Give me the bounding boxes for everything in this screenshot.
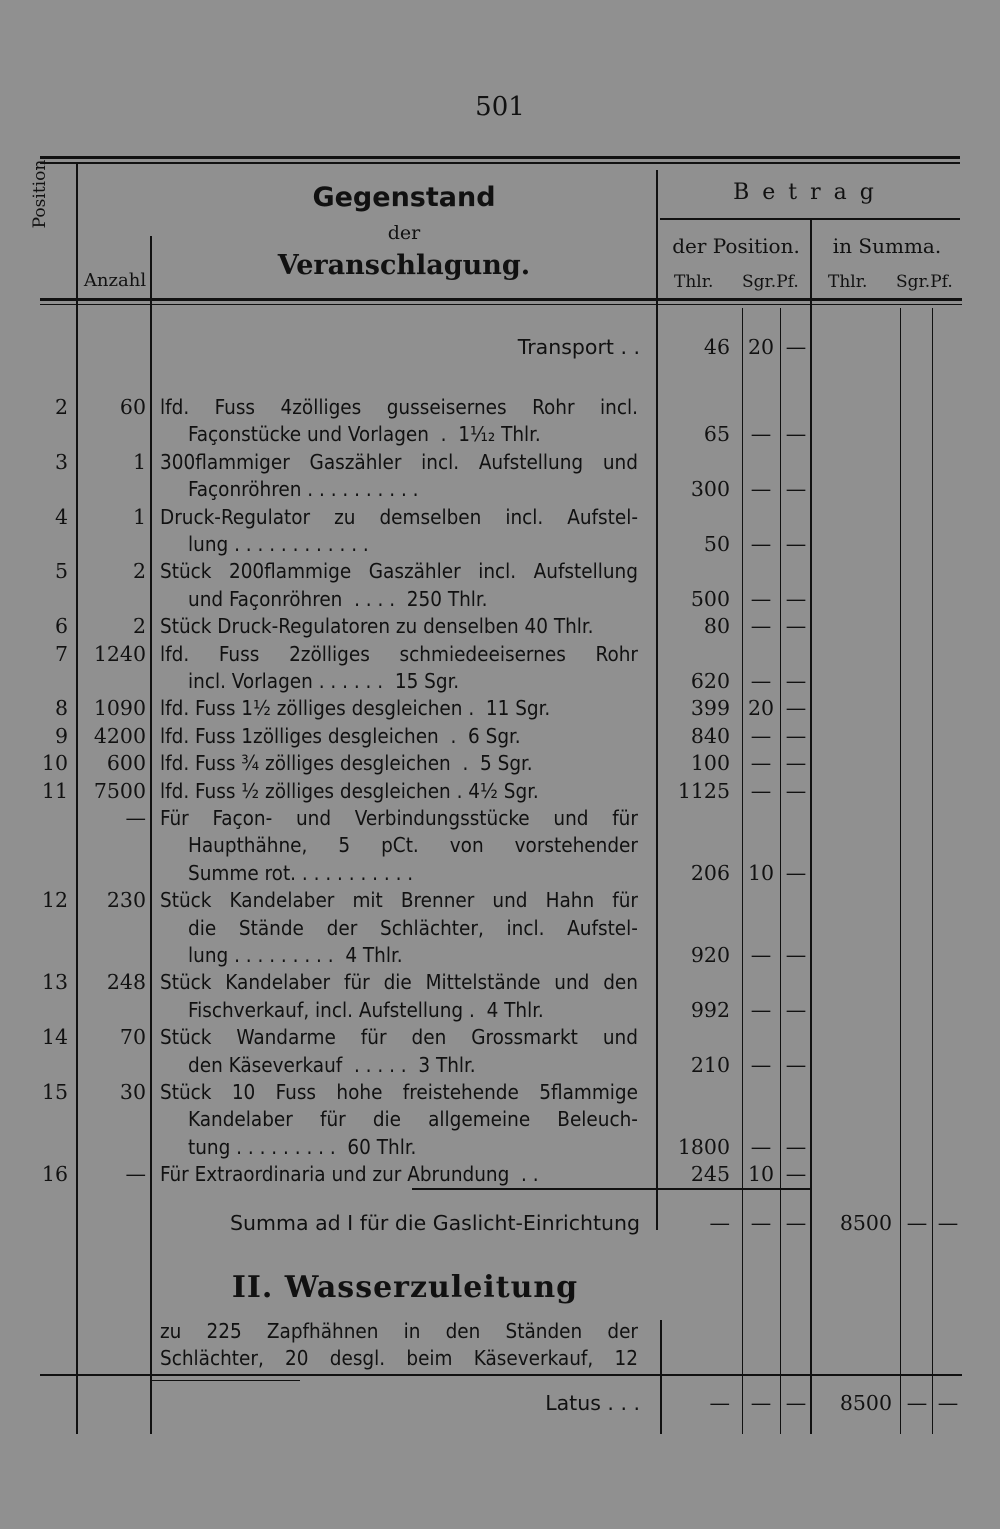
- section-line-text: [160, 1318, 638, 1345]
- word: Verbindungsstücke: [354, 806, 530, 830]
- word: von: [449, 833, 484, 858]
- section-title: II. Wasserzuleitung: [231, 1270, 579, 1305]
- word: 300flammiger: [160, 449, 290, 474]
- position-number: 14: [41, 1025, 68, 1050]
- word: zu: [334, 504, 356, 529]
- amount-thlr: 65: [703, 422, 730, 447]
- item-description: [160, 969, 638, 996]
- position-number: 5: [54, 559, 68, 584]
- page-number: 501: [475, 92, 525, 122]
- word: Aufstel-: [567, 915, 638, 940]
- quantity: 1: [132, 449, 146, 474]
- word: den: [411, 1025, 447, 1050]
- word: beim: [406, 1346, 453, 1370]
- word: allgemeine: [428, 1107, 531, 1132]
- line-row: [0, 1079, 1000, 1106]
- word: und: [602, 1025, 638, 1050]
- amount-sgr: 10: [747, 860, 775, 885]
- word: für: [360, 1025, 387, 1050]
- amount-pf: —: [785, 614, 807, 639]
- amount-pf: —: [785, 669, 807, 693]
- word: Gaszähler: [309, 449, 402, 474]
- amount-sgr: —: [750, 723, 772, 748]
- amount-sgr: —: [750, 477, 772, 502]
- word: Stück: [160, 888, 212, 913]
- line-row: [0, 1024, 1000, 1051]
- latus-rule-short: [150, 1380, 300, 1381]
- amount-pf: —: [785, 997, 807, 1022]
- header-bottom-rule: [40, 298, 962, 301]
- word: incl.: [600, 395, 638, 419]
- quantity: 230: [106, 888, 146, 913]
- amount-pf: —: [785, 477, 807, 502]
- word: Kandelaber: [225, 970, 331, 995]
- amount-pf: —: [785, 422, 807, 447]
- position-number: 13: [41, 970, 68, 995]
- line-row: [0, 969, 1000, 996]
- word: mit: [352, 888, 383, 913]
- line-row: [0, 860, 1000, 887]
- word: und: [602, 449, 638, 474]
- position-number: 8: [54, 696, 68, 721]
- word: Stück: [160, 559, 212, 584]
- header-sgrpf-summa: Sgr.Pf.: [896, 272, 953, 292]
- transport-thlr: 46: [703, 335, 730, 359]
- summa-thlr: —: [709, 1211, 730, 1235]
- word: den: [603, 970, 638, 995]
- line-row: [0, 531, 1000, 558]
- word: 20: [285, 1346, 309, 1370]
- item-description: [160, 394, 638, 421]
- amount-sgr: —: [750, 422, 772, 447]
- item-description: lfd. Fuss ½ zölliges desgleichen . 4½ Sgr.: [160, 778, 539, 803]
- position-number: 3: [54, 449, 68, 474]
- header-gegenstand: Gegenstand: [312, 182, 496, 213]
- word: für: [343, 970, 370, 995]
- word: Rohr: [595, 641, 638, 666]
- summa-sgr: —: [750, 1211, 772, 1235]
- word: und: [554, 970, 590, 995]
- word: incl.: [506, 915, 545, 940]
- line-row: [0, 586, 1000, 613]
- line-row: [0, 613, 1000, 640]
- word: Gaszähler: [368, 559, 461, 584]
- word: und: [553, 806, 589, 830]
- header-der-position: der Position.: [672, 234, 800, 258]
- item-description: [160, 641, 638, 668]
- word: demselben: [379, 504, 482, 529]
- item-description: Façonstücke und Vorlagen . 1¹⁄₁₂ Thlr.: [188, 422, 541, 447]
- word: Mittelstände: [425, 970, 541, 995]
- word: Brenner: [400, 888, 475, 913]
- word: die: [188, 915, 217, 940]
- header-position: Position: [30, 159, 50, 229]
- item-description: Façonröhren . . . . . . . . . .: [188, 477, 419, 502]
- word: Fuss: [275, 1080, 317, 1104]
- quantity: 70: [119, 1025, 146, 1050]
- word: und: [295, 806, 332, 830]
- position-number: 10: [41, 751, 68, 776]
- word: Ständen: [505, 1319, 583, 1343]
- line-row: [0, 1134, 1000, 1161]
- section-line: [0, 1318, 1000, 1345]
- item-description: incl. Vorlagen . . . . . . 15 Sgr.: [188, 669, 460, 693]
- line-row: [0, 915, 1000, 942]
- section-line-text: [160, 1345, 638, 1372]
- transport-sgr: 20: [747, 335, 775, 359]
- amount-thlr: 399: [690, 696, 730, 721]
- word: schmiedeeisernes: [399, 641, 566, 666]
- word: 4zölliges: [280, 395, 362, 419]
- amount-sgr: —: [750, 532, 772, 556]
- word: zu: [160, 1319, 182, 1343]
- item-description: Fischverkauf, incl. Aufstellung . 4 Thlr.: [188, 997, 544, 1022]
- amount-thlr: 1125: [677, 778, 730, 803]
- line-row: [0, 723, 1000, 750]
- item-description: [160, 1079, 638, 1106]
- word: pCt.: [381, 833, 419, 858]
- word: gusseisernes: [386, 395, 507, 419]
- line-row: [0, 504, 1000, 531]
- amount-thlr: 50: [703, 532, 730, 556]
- quantity: 7500: [93, 778, 146, 803]
- word: Beleuch-: [557, 1107, 638, 1132]
- amount-pf: —: [785, 723, 807, 748]
- word: lfd.: [160, 395, 190, 419]
- transport-pf: —: [785, 335, 807, 359]
- word: 12: [614, 1346, 638, 1370]
- amount-pf: —: [785, 1134, 807, 1159]
- amount-sgr: —: [750, 751, 772, 776]
- amount-pf: —: [785, 532, 807, 556]
- summa-total-sgr: —: [906, 1211, 928, 1235]
- summa-total-thlr: 8500: [839, 1211, 892, 1235]
- word: der: [326, 915, 358, 940]
- line-row: [0, 805, 1000, 832]
- line-row: [0, 695, 1000, 722]
- word: den: [445, 1319, 481, 1343]
- word: Aufstellung: [533, 559, 638, 584]
- quantity: —: [125, 806, 146, 830]
- amount-thlr: 500: [690, 586, 730, 611]
- word: Für: [160, 806, 189, 830]
- word: die: [383, 970, 412, 995]
- transport-row: [0, 334, 1000, 361]
- latus-thlr: —: [709, 1391, 730, 1415]
- item-description: lfd. Fuss ¾ zölliges desgleichen . 5 Sgr.: [160, 751, 533, 776]
- word: 2zölliges: [289, 641, 370, 666]
- amount-pf: —: [785, 751, 807, 776]
- item-description: [160, 887, 638, 914]
- quantity: 4200: [93, 723, 146, 748]
- quantity: 1240: [93, 641, 146, 666]
- word: 225: [206, 1319, 242, 1343]
- quantity: 2: [132, 614, 146, 639]
- top-rule-2: [40, 162, 960, 164]
- word: lfd.: [160, 641, 190, 666]
- item-description: Für Extraordinaria und zur Abrundung . .: [160, 1162, 539, 1187]
- latus-total-sgr: —: [906, 1391, 928, 1415]
- amount-sgr: 20: [747, 696, 775, 721]
- amount-thlr: 245: [690, 1162, 730, 1187]
- line-row: [0, 449, 1000, 476]
- summa-pf: —: [785, 1211, 807, 1235]
- item-description: [160, 558, 638, 585]
- line-row: [0, 832, 1000, 859]
- word: Schlächter,: [160, 1346, 264, 1370]
- line-row: [0, 476, 1000, 503]
- amount-sgr: —: [750, 943, 772, 967]
- word: Rohr: [532, 395, 575, 419]
- word: hohe: [336, 1080, 383, 1104]
- word: der: [607, 1319, 638, 1343]
- item-description: lfd. Fuss 1zölliges desgleichen . 6 Sgr.: [160, 723, 521, 748]
- amount-thlr: 620: [690, 669, 730, 693]
- word: Kandelaber: [188, 1107, 293, 1132]
- amount-pf: —: [785, 943, 807, 967]
- word: incl.: [505, 504, 544, 529]
- line-row: [0, 942, 1000, 969]
- position-number: 11: [41, 778, 68, 803]
- item-description: lung . . . . . . . . . . . .: [188, 532, 369, 556]
- line-row: [0, 997, 1000, 1024]
- word: Fuss: [218, 641, 260, 666]
- word: Stück: [160, 1025, 212, 1050]
- header-sgrpf-position: Sgr.Pf.: [742, 272, 799, 292]
- amount-pf: —: [785, 778, 807, 803]
- section-line: [0, 1345, 1000, 1372]
- amount-thlr: 80: [703, 614, 730, 639]
- word: Stück: [160, 970, 212, 995]
- line-row: [0, 778, 1000, 805]
- word: die: [372, 1107, 401, 1132]
- amount-thlr: 210: [690, 1052, 730, 1077]
- item-description: lfd. Fuss 1½ zölliges desgleichen . 11 Sgr.: [160, 696, 551, 721]
- quantity: 248: [106, 970, 146, 995]
- latus-pf: —: [785, 1391, 807, 1415]
- word: desgl.: [329, 1346, 386, 1370]
- summa-row: [0, 1210, 1000, 1237]
- amount-thlr: 1800: [677, 1134, 730, 1159]
- amount-pf: —: [785, 586, 807, 611]
- transport-label: Transport . .: [517, 335, 640, 359]
- header-thlr-summa: Thlr.: [828, 272, 868, 292]
- summa-label: Summa ad I für die Gaslicht-Einrichtung: [230, 1211, 640, 1235]
- line-row: [0, 421, 1000, 448]
- header-in-summa: in Summa.: [832, 234, 942, 258]
- position-number: 9: [54, 723, 68, 748]
- amount-sgr: —: [750, 614, 772, 639]
- word: Aufstel-: [567, 504, 638, 529]
- word: incl.: [421, 449, 460, 474]
- quantity: 30: [119, 1080, 146, 1104]
- line-row: [0, 887, 1000, 914]
- amount-pf: —: [785, 860, 807, 885]
- quantity: —: [125, 1162, 146, 1187]
- word: Stück: [160, 1080, 212, 1104]
- amount-pf: —: [785, 696, 807, 721]
- sum-rule: [412, 1188, 812, 1190]
- word: 10: [231, 1080, 256, 1104]
- amount-thlr: 300: [690, 477, 730, 502]
- amount-sgr: —: [750, 669, 772, 693]
- amount-pf: —: [785, 1162, 807, 1187]
- item-description: [188, 915, 638, 942]
- line-row: [0, 1052, 1000, 1079]
- item-description: [160, 805, 638, 832]
- item-description: und Façonröhren . . . . 250 Thlr.: [188, 586, 488, 611]
- line-row: [0, 394, 1000, 421]
- word: Aufstellung: [478, 449, 584, 474]
- item-description: [160, 504, 638, 531]
- word: Haupthähne,: [188, 833, 308, 858]
- position-number: 15: [41, 1080, 68, 1104]
- position-number: 4: [54, 504, 68, 529]
- latus-row: [0, 1390, 1000, 1417]
- line-row: [0, 1161, 1000, 1188]
- amount-sgr: 10: [747, 1162, 775, 1187]
- header-bottom-rule-2: [40, 304, 962, 305]
- word: vorstehender: [514, 833, 638, 858]
- word: Fuss: [214, 395, 256, 419]
- position-number: 12: [41, 888, 68, 913]
- word: 5: [338, 833, 351, 858]
- top-double-rule: [40, 156, 960, 159]
- amount-sgr: —: [750, 1052, 772, 1077]
- word: Druck-Regulator: [160, 504, 311, 529]
- word: Grossmarkt: [471, 1025, 578, 1050]
- word: Zapfhähnen: [266, 1319, 379, 1343]
- item-description: lung . . . . . . . . . 4 Thlr.: [188, 943, 403, 967]
- line-row: [0, 750, 1000, 777]
- line-row: [0, 668, 1000, 695]
- line-row: [0, 558, 1000, 585]
- amount-sgr: —: [750, 778, 772, 803]
- line-row: [0, 641, 1000, 668]
- quantity: 1: [132, 504, 146, 529]
- word: für: [612, 806, 638, 830]
- word: Hahn: [545, 888, 595, 913]
- position-number: 7: [54, 641, 68, 666]
- amount-thlr: 206: [690, 860, 730, 885]
- item-description: [188, 1106, 638, 1133]
- word: 5flammige: [539, 1080, 638, 1104]
- item-description: [160, 1024, 638, 1051]
- quantity: 2: [132, 559, 146, 584]
- word: 200flammige: [228, 559, 352, 584]
- header-anzahl: Anzahl: [83, 270, 147, 291]
- item-description: Stück Druck-Regulatoren zu denselben 40 Thlr.: [160, 614, 594, 639]
- header-thlr-position: Thlr.: [674, 272, 714, 292]
- item-description: [188, 832, 638, 859]
- amount-pf: —: [785, 1052, 807, 1077]
- word: freistehende: [402, 1080, 519, 1104]
- word: incl.: [478, 559, 517, 584]
- quantity: 600: [106, 751, 146, 776]
- word: und: [492, 888, 528, 913]
- word: Käseverkauf,: [473, 1346, 594, 1370]
- header-veranschlagung: Veranschlagung.: [277, 250, 531, 281]
- amount-thlr: 840: [690, 723, 730, 748]
- amount-thlr: 992: [690, 997, 730, 1022]
- word: Stände: [238, 915, 304, 940]
- header-der: der: [387, 222, 421, 244]
- amount-sgr: —: [750, 586, 772, 611]
- position-number: 6: [54, 614, 68, 639]
- word: in: [403, 1319, 421, 1343]
- quantity: 1090: [93, 696, 146, 721]
- latus-rule: [40, 1374, 962, 1376]
- amount-sgr: —: [750, 997, 772, 1022]
- item-description: [160, 449, 638, 476]
- word: Kandelaber: [229, 888, 335, 913]
- latus-total-pf: —: [937, 1391, 959, 1415]
- latus-total-thlr: 8500: [839, 1391, 892, 1415]
- word: Wandarme: [236, 1025, 336, 1050]
- amount-sgr: —: [750, 1134, 772, 1159]
- latus-label: Latus . . .: [545, 1391, 640, 1415]
- latus-sgr: —: [750, 1391, 772, 1415]
- word: für: [319, 1107, 346, 1132]
- item-description: Summe rot. . . . . . . . . . .: [188, 860, 414, 885]
- word: Schlächter,: [379, 915, 484, 940]
- summa-total-pf: —: [937, 1211, 959, 1235]
- amount-thlr: 920: [690, 943, 730, 967]
- item-description: den Käseverkauf . . . . . 3 Thlr.: [188, 1052, 476, 1077]
- quantity: 60: [119, 395, 146, 419]
- header-betrag: Betrag: [733, 180, 887, 205]
- amount-thlr: 100: [690, 751, 730, 776]
- word: für: [612, 888, 638, 913]
- position-number: 2: [54, 395, 68, 419]
- item-description: tung . . . . . . . . . 60 Thlr.: [188, 1134, 417, 1159]
- line-row: [0, 1106, 1000, 1133]
- position-number: 16: [41, 1162, 68, 1187]
- word: Façon-: [212, 806, 273, 830]
